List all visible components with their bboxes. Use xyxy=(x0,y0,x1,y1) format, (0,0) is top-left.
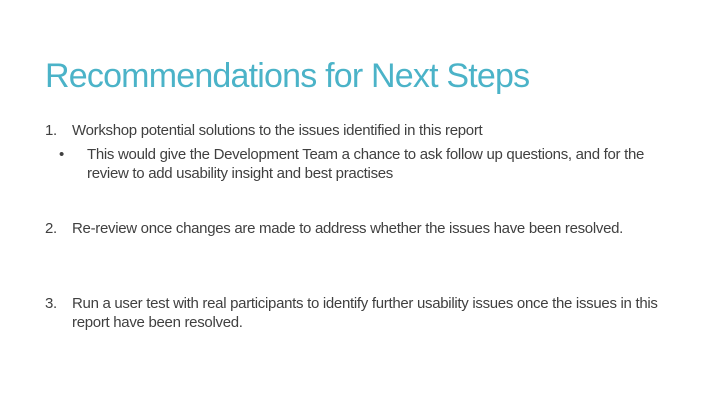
list-item-text: Re-review once changes are made to address whether the issues have been resolved. xyxy=(72,220,624,237)
list-item-3 xyxy=(45,294,685,332)
list-item-text: Run a user test with real participants to identify further usability issues once the issues in this report have been resolved. xyxy=(72,295,658,331)
list-item-number: 1. xyxy=(45,122,57,139)
list-item-2 xyxy=(45,219,685,238)
list-item-text: Workshop potential solutions to the issues identified in this report xyxy=(72,122,483,139)
slide-title: Recommendations for Next Steps xyxy=(45,57,530,95)
list-subitem-text: This would give the Development Team a chance to ask follow up questions, and for the review to add usability insight and best practises xyxy=(87,146,645,182)
list-item-number: 3. xyxy=(45,295,57,312)
list-item-number: 2. xyxy=(45,220,57,237)
list-subitem xyxy=(59,145,679,183)
list-item-1 xyxy=(45,121,685,140)
bullet-icon: • xyxy=(59,146,64,163)
